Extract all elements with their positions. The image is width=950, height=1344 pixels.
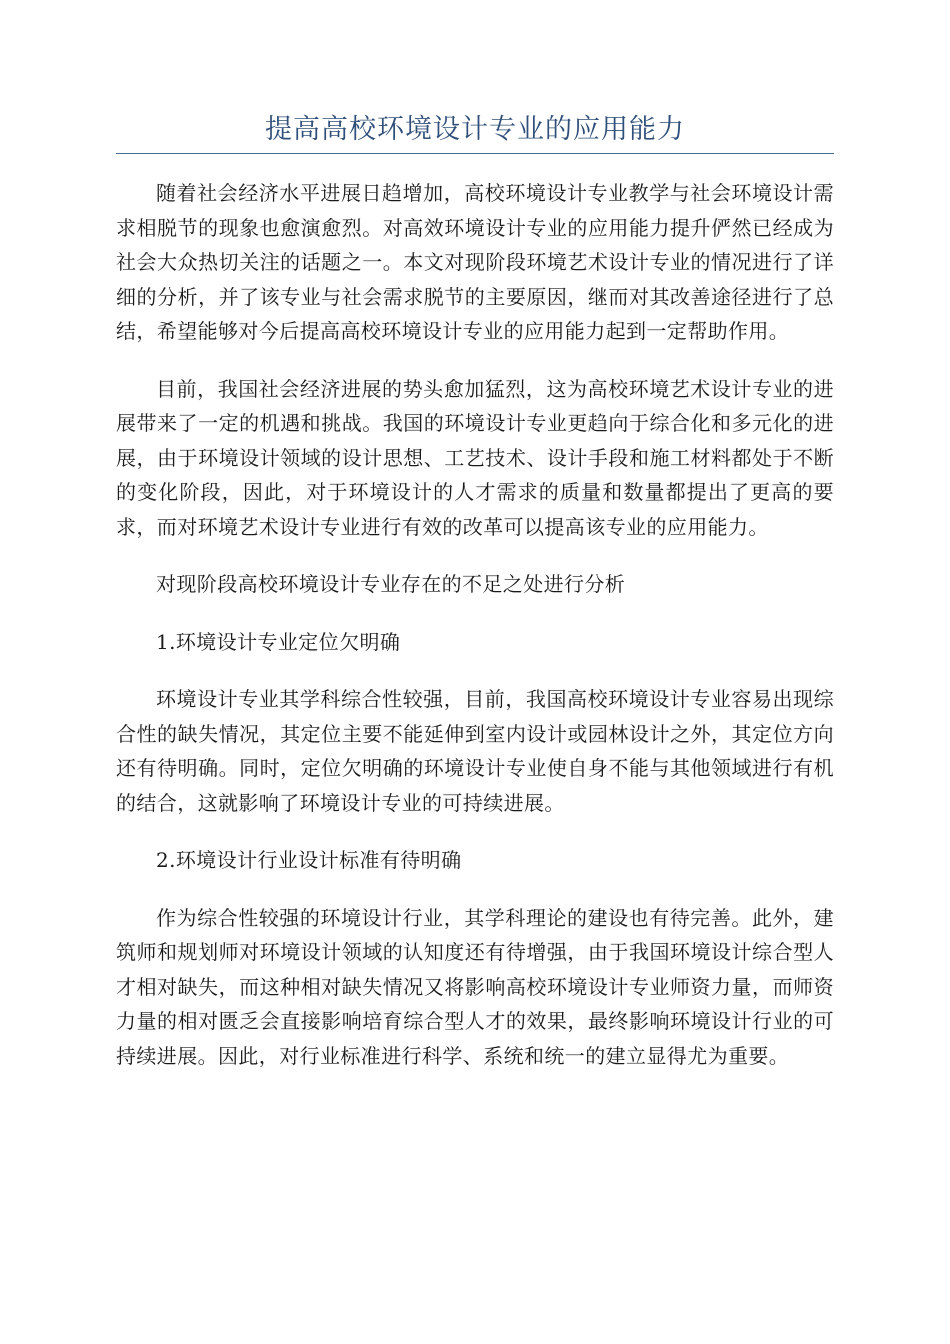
section-heading-analysis: 对现阶段高校环境设计专业存在的不足之处进行分析 — [156, 572, 626, 596]
subheading-positioning: 1.环境设计专业定位欠明确 — [156, 629, 401, 654]
paragraph-standards: 作为综合性较强的环境设计行业，其学科理论的建设也有待完善。此外，建筑师和规划师对环境设计领域的认知度还有待增强，由于我国环境设计综合型人才相对缺失，而这种相对缺失情况又将影响高校环境设计专业师资力量，而师资力量的相对匮乏会直接影响培育综合型人才的效果，最终影响环境设计行业的可持续进展。因此，对行业标准进行科学、系统和统一的建立显得尤为重要。 — [116, 905, 834, 1068]
subheading-standards: 2.环境设计行业设计标准有待明确 — [156, 848, 462, 872]
title-underline — [116, 153, 834, 154]
document-page — [116, 110, 834, 1096]
paragraph-intro: 随着社会经济水平进展日趋增加，高校环境设计专业教学与社会环境设计需求相脱节的现象也愈演愈烈。对高效环境设计专业的应用能力提升俨然已经成为社会大众热切关注的话题之一。本文对现阶段环境艺术设计专业的情况进行了详细的分析，并了该专业与社会需求脱节的主要原因，继而对其改善途径进行了总结，希望能够对今后提高高校环境设计专业的应用能力起到一定帮助作用。 — [116, 181, 834, 343]
document-body — [116, 176, 834, 1073]
paragraph-positioning: 环境设计专业其学科综合性较强，目前，我国高校环境设计专业容易出现综合性的缺失情况，其定位主要不能延伸到室内设计或园林设计之外，其定位方向还有待明确。同时，定位欠明确的环境设计专业使自身不能与其他领域进行有机的结合，这就影响了环境设计专业的可持续进展。 — [116, 687, 834, 815]
document-title: 提高高校环境设计专业的应用能力 — [265, 114, 685, 145]
paragraph-background: 目前，我国社会经济进展的势头愈加猛烈，这为高校环境艺术设计专业的进展带来了一定的机遇和挑战。我国的环境设计专业更趋向于综合化和多元化的进展，由于环境设计领域的设计思想、工艺技术、设计手段和施工材料都处于不断的变化阶段，因此，对于环境设计的人才需求的质量和数量都提出了更高的要求，而对环境艺术设计专业进行有效的改革可以提高该专业的应用能力。 — [116, 376, 834, 539]
